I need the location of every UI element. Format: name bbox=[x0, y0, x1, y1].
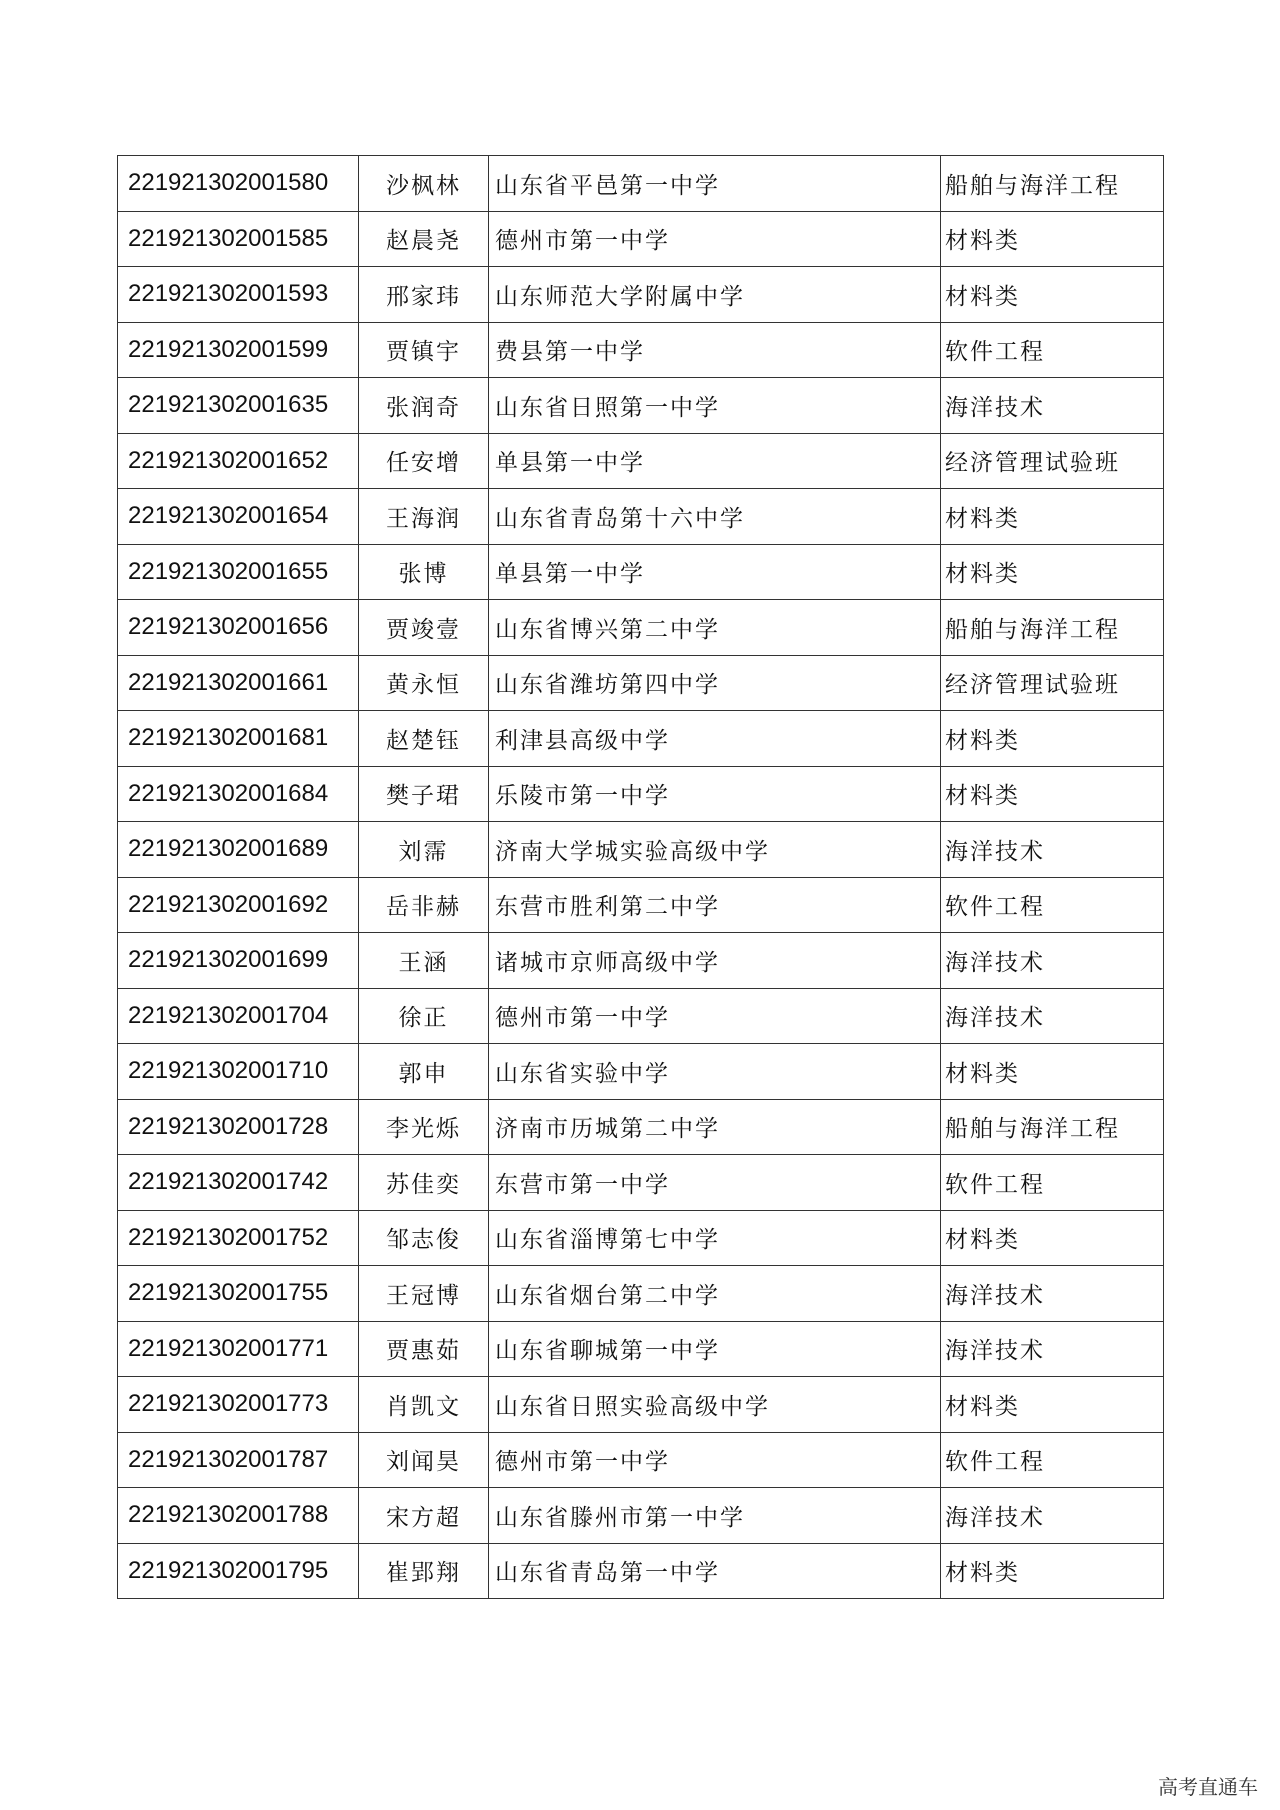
student-name-cell: 贾竣壹 bbox=[359, 600, 489, 656]
major-cell: 海洋技术 bbox=[941, 1488, 1164, 1544]
major-cell: 经济管理试验班 bbox=[941, 433, 1164, 489]
candidate-id-cell: 221921302001654 bbox=[118, 489, 359, 545]
school-cell: 单县第一中学 bbox=[489, 433, 941, 489]
table-row bbox=[118, 1266, 1164, 1322]
major-cell: 材料类 bbox=[941, 489, 1164, 545]
table-row bbox=[118, 1155, 1164, 1211]
table-row bbox=[118, 877, 1164, 933]
candidate-id-cell: 221921302001788 bbox=[118, 1488, 359, 1544]
student-name-cell: 贾镇宇 bbox=[359, 322, 489, 378]
student-name-cell: 崔郢翔 bbox=[359, 1543, 489, 1599]
table-row bbox=[118, 766, 1164, 822]
major-cell: 材料类 bbox=[941, 711, 1164, 767]
candidate-id-cell: 221921302001585 bbox=[118, 211, 359, 267]
major-cell: 材料类 bbox=[941, 766, 1164, 822]
candidate-id-cell: 221921302001699 bbox=[118, 933, 359, 989]
admission-table-body bbox=[118, 156, 1164, 1599]
table-row bbox=[118, 1488, 1164, 1544]
major-cell: 船舶与海洋工程 bbox=[941, 600, 1164, 656]
candidate-id-cell: 221921302001661 bbox=[118, 655, 359, 711]
candidate-id-cell: 221921302001599 bbox=[118, 322, 359, 378]
school-cell: 山东省青岛第十六中学 bbox=[489, 489, 941, 545]
student-name-cell: 赵楚钰 bbox=[359, 711, 489, 767]
student-name-cell: 徐正 bbox=[359, 988, 489, 1044]
major-cell: 海洋技术 bbox=[941, 822, 1164, 878]
major-cell: 经济管理试验班 bbox=[941, 655, 1164, 711]
table-row bbox=[118, 933, 1164, 989]
school-cell: 山东省青岛第一中学 bbox=[489, 1543, 941, 1599]
table-row bbox=[118, 378, 1164, 434]
table-row bbox=[118, 433, 1164, 489]
student-name-cell: 贾惠茹 bbox=[359, 1321, 489, 1377]
candidate-id-cell: 221921302001742 bbox=[118, 1155, 359, 1211]
student-name-cell: 刘霈 bbox=[359, 822, 489, 878]
school-cell: 济南大学城实验高级中学 bbox=[489, 822, 941, 878]
student-name-cell: 岳非赫 bbox=[359, 877, 489, 933]
student-name-cell: 张润奇 bbox=[359, 378, 489, 434]
school-cell: 德州市第一中学 bbox=[489, 211, 941, 267]
candidate-id-cell: 221921302001795 bbox=[118, 1543, 359, 1599]
table-row bbox=[118, 267, 1164, 323]
candidate-id-cell: 221921302001635 bbox=[118, 378, 359, 434]
student-name-cell: 樊子珺 bbox=[359, 766, 489, 822]
table-row bbox=[118, 1210, 1164, 1266]
school-cell: 山东省日照实验高级中学 bbox=[489, 1377, 941, 1433]
major-cell: 海洋技术 bbox=[941, 378, 1164, 434]
candidate-id-cell: 221921302001681 bbox=[118, 711, 359, 767]
watermark-text: 高考直通车 bbox=[1158, 1775, 1258, 1799]
major-cell: 软件工程 bbox=[941, 1432, 1164, 1488]
table-row bbox=[118, 655, 1164, 711]
table-row bbox=[118, 988, 1164, 1044]
school-cell: 山东省聊城第一中学 bbox=[489, 1321, 941, 1377]
candidate-id-cell: 221921302001755 bbox=[118, 1266, 359, 1322]
table-row bbox=[118, 822, 1164, 878]
candidate-id-cell: 221921302001728 bbox=[118, 1099, 359, 1155]
student-name-cell: 黄永恒 bbox=[359, 655, 489, 711]
table-row bbox=[118, 1543, 1164, 1599]
school-cell: 山东师范大学附属中学 bbox=[489, 267, 941, 323]
student-name-cell: 王涵 bbox=[359, 933, 489, 989]
major-cell: 软件工程 bbox=[941, 322, 1164, 378]
table-row bbox=[118, 1044, 1164, 1100]
table-row bbox=[118, 156, 1164, 212]
school-cell: 德州市第一中学 bbox=[489, 1432, 941, 1488]
candidate-id-cell: 221921302001787 bbox=[118, 1432, 359, 1488]
student-name-cell: 肖凯文 bbox=[359, 1377, 489, 1433]
school-cell: 山东省潍坊第四中学 bbox=[489, 655, 941, 711]
student-name-cell: 任安增 bbox=[359, 433, 489, 489]
major-cell: 材料类 bbox=[941, 211, 1164, 267]
school-cell: 山东省日照第一中学 bbox=[489, 378, 941, 434]
student-name-cell: 宋方超 bbox=[359, 1488, 489, 1544]
student-name-cell: 郭申 bbox=[359, 1044, 489, 1100]
major-cell: 材料类 bbox=[941, 1377, 1164, 1433]
major-cell: 材料类 bbox=[941, 1543, 1164, 1599]
candidate-id-cell: 221921302001752 bbox=[118, 1210, 359, 1266]
candidate-id-cell: 221921302001704 bbox=[118, 988, 359, 1044]
table-row bbox=[118, 322, 1164, 378]
major-cell: 海洋技术 bbox=[941, 1266, 1164, 1322]
table-row bbox=[118, 1321, 1164, 1377]
student-name-cell: 邢家玮 bbox=[359, 267, 489, 323]
school-cell: 费县第一中学 bbox=[489, 322, 941, 378]
student-name-cell: 苏佳奕 bbox=[359, 1155, 489, 1211]
candidate-id-cell: 221921302001710 bbox=[118, 1044, 359, 1100]
candidate-id-cell: 221921302001692 bbox=[118, 877, 359, 933]
major-cell: 材料类 bbox=[941, 1044, 1164, 1100]
major-cell: 材料类 bbox=[941, 1210, 1164, 1266]
table-row bbox=[118, 1432, 1164, 1488]
school-cell: 诸城市京师高级中学 bbox=[489, 933, 941, 989]
table-row bbox=[118, 211, 1164, 267]
school-cell: 东营市胜利第二中学 bbox=[489, 877, 941, 933]
candidate-id-cell: 221921302001655 bbox=[118, 544, 359, 600]
table-row bbox=[118, 1377, 1164, 1433]
student-name-cell: 沙枫林 bbox=[359, 156, 489, 212]
student-name-cell: 赵晨尧 bbox=[359, 211, 489, 267]
student-name-cell: 刘闻昊 bbox=[359, 1432, 489, 1488]
student-name-cell: 王海润 bbox=[359, 489, 489, 545]
major-cell: 船舶与海洋工程 bbox=[941, 156, 1164, 212]
table-row bbox=[118, 544, 1164, 600]
school-cell: 利津县高级中学 bbox=[489, 711, 941, 767]
school-cell: 山东省滕州市第一中学 bbox=[489, 1488, 941, 1544]
table-row bbox=[118, 711, 1164, 767]
major-cell: 海洋技术 bbox=[941, 1321, 1164, 1377]
major-cell: 软件工程 bbox=[941, 877, 1164, 933]
school-cell: 德州市第一中学 bbox=[489, 988, 941, 1044]
school-cell: 单县第一中学 bbox=[489, 544, 941, 600]
major-cell: 材料类 bbox=[941, 267, 1164, 323]
table-row bbox=[118, 489, 1164, 545]
school-cell: 山东省博兴第二中学 bbox=[489, 600, 941, 656]
school-cell: 东营市第一中学 bbox=[489, 1155, 941, 1211]
candidate-id-cell: 221921302001689 bbox=[118, 822, 359, 878]
major-cell: 海洋技术 bbox=[941, 988, 1164, 1044]
candidate-id-cell: 221921302001652 bbox=[118, 433, 359, 489]
school-cell: 济南市历城第二中学 bbox=[489, 1099, 941, 1155]
admission-table bbox=[117, 155, 1164, 1599]
candidate-id-cell: 221921302001771 bbox=[118, 1321, 359, 1377]
table-row bbox=[118, 1099, 1164, 1155]
major-cell: 海洋技术 bbox=[941, 933, 1164, 989]
major-cell: 船舶与海洋工程 bbox=[941, 1099, 1164, 1155]
candidate-id-cell: 221921302001684 bbox=[118, 766, 359, 822]
student-name-cell: 李光烁 bbox=[359, 1099, 489, 1155]
candidate-id-cell: 221921302001656 bbox=[118, 600, 359, 656]
student-name-cell: 邹志俊 bbox=[359, 1210, 489, 1266]
student-name-cell: 张博 bbox=[359, 544, 489, 600]
school-cell: 山东省平邑第一中学 bbox=[489, 156, 941, 212]
school-cell: 山东省烟台第二中学 bbox=[489, 1266, 941, 1322]
major-cell: 材料类 bbox=[941, 544, 1164, 600]
school-cell: 乐陵市第一中学 bbox=[489, 766, 941, 822]
candidate-id-cell: 221921302001773 bbox=[118, 1377, 359, 1433]
student-name-cell: 王冠博 bbox=[359, 1266, 489, 1322]
table-row bbox=[118, 600, 1164, 656]
candidate-id-cell: 221921302001580 bbox=[118, 156, 359, 212]
school-cell: 山东省淄博第七中学 bbox=[489, 1210, 941, 1266]
school-cell: 山东省实验中学 bbox=[489, 1044, 941, 1100]
major-cell: 软件工程 bbox=[941, 1155, 1164, 1211]
candidate-id-cell: 221921302001593 bbox=[118, 267, 359, 323]
